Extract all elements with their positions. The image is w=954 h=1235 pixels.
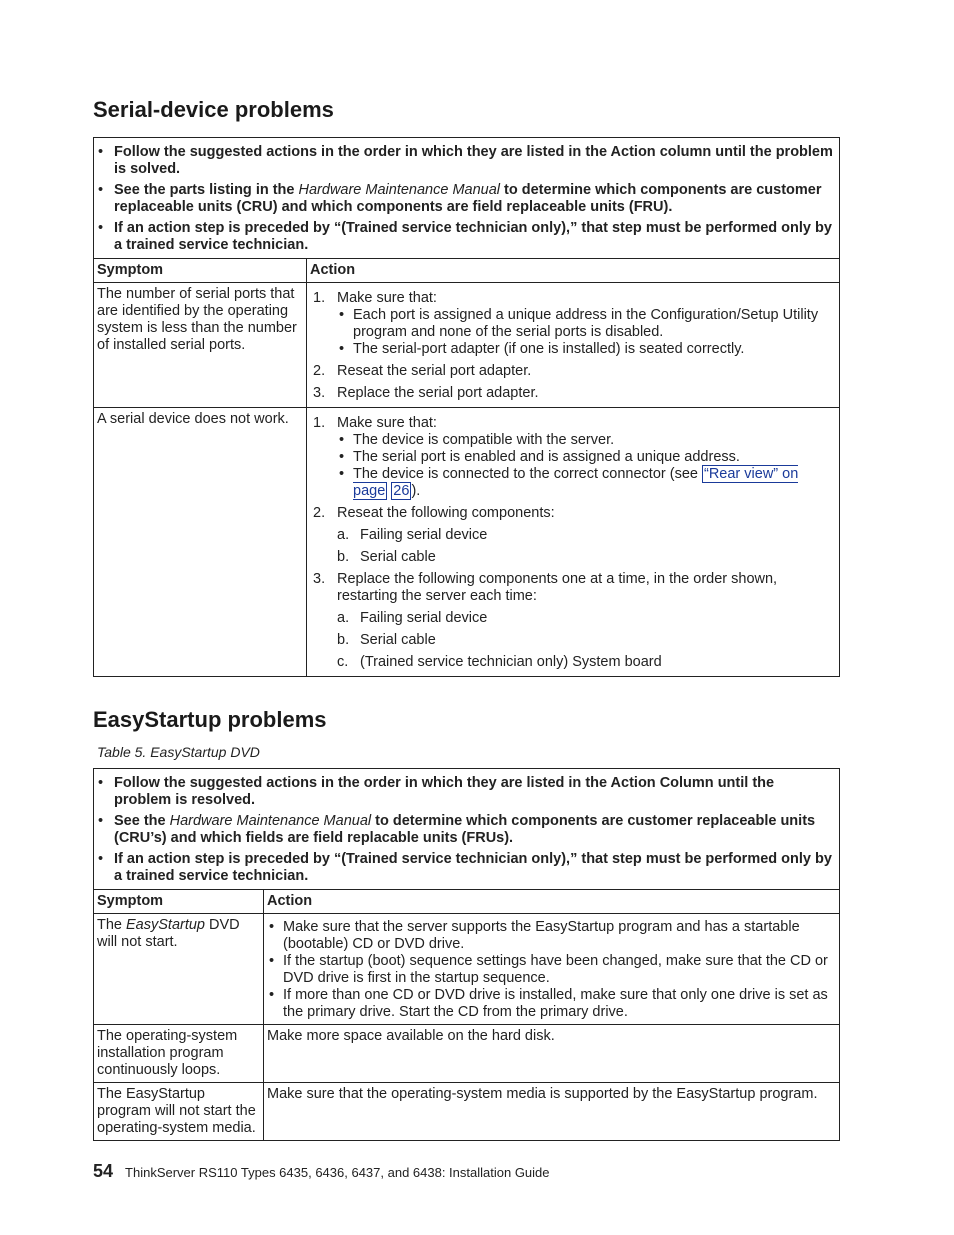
- sub-item: • The serial port is enabled and is assigned a unique address.: [339, 449, 740, 465]
- sub-item: • The device is connected to the correct connector (see “Rear view” on page 26 ).: [339, 466, 799, 499]
- action-cell: [264, 914, 840, 1025]
- column-header-action: Action: [307, 259, 840, 283]
- action-step: 2. Reseat the serial port adapter.: [313, 363, 532, 379]
- note-item: • See the parts listing in the Hardware Maintenance Manual to determine which components are customer replaceable units (CRU) and which components are field replaceable units (FRU).: [98, 182, 822, 215]
- table-caption: Table 5. EasyStartup DVD: [97, 744, 260, 760]
- table-notes: [94, 138, 840, 259]
- action-step: 2. Reseat the following components: a. Failing serial device b. Serial cable: [310, 505, 836, 566]
- sub-item: b. Serial cable: [337, 549, 436, 565]
- column-header-action: Action: [264, 890, 840, 914]
- table-row: [94, 1025, 840, 1083]
- table-row: [94, 1083, 840, 1141]
- section-title-serial: Serial-device problems: [93, 97, 334, 122]
- sub-item: • The serial-port adapter (if one is installed) is seated correctly.: [339, 341, 745, 357]
- rear-view-link[interactable]: “Rear view” on page: [353, 466, 799, 499]
- section-title-easystartup: EasyStartup problems: [93, 707, 327, 732]
- action-step: 3. Replace the serial port adapter.: [313, 385, 539, 401]
- page-footer: [93, 1161, 550, 1182]
- sub-item: b. Serial cable: [337, 632, 436, 648]
- table-notes: [94, 769, 840, 890]
- column-header-symptom: Symptom: [94, 890, 264, 914]
- sub-item: • The device is compatible with the server.: [339, 432, 615, 448]
- rear-view-page-link[interactable]: 26: [393, 483, 410, 499]
- action-item: • If the startup (boot) sequence settings have been changed, make sure that the CD or DVD drive is first in the startup sequence.: [269, 953, 828, 986]
- symptom-cell: A serial device does not work.: [94, 408, 307, 677]
- table-row: [94, 408, 840, 677]
- serial-device-table: [93, 137, 840, 677]
- symptom-cell: The number of serial ports that are identified by the operating system is less than the number of installed serial ports.: [94, 283, 307, 408]
- sub-item: a. Failing serial device: [337, 610, 488, 626]
- action-cell: Make sure that the operating-system media is supported by the EasyStartup program.: [264, 1083, 840, 1141]
- note-item: • If an action step is preceded by “(Trained service technician only),” that step must be performed only by a trained service technician.: [98, 220, 832, 253]
- table-row: [94, 914, 840, 1025]
- sub-item: • Each port is assigned a unique address in the Configuration/Setup Utility program and none of the serial ports is disabled.: [339, 307, 819, 340]
- action-step: 3. Replace the following components one at a time, in the order shown, restarting the server each time: a. Failing serial device b. Serial cable c. (Trained service technician only) System board: [310, 571, 836, 671]
- sub-item: c. (Trained service technician only) System board: [337, 654, 662, 670]
- table-row: [94, 283, 840, 408]
- symptom-cell: The operating-system installation program continuously loops.: [94, 1025, 264, 1083]
- page-number: 54: [93, 1161, 114, 1181]
- easystartup-table: [93, 768, 840, 1141]
- footer-text: ThinkServer RS110 Types 6435, 6436, 6437, and 6438: Installation Guide: [125, 1165, 550, 1180]
- action-cell: [307, 283, 840, 408]
- sub-item: a. Failing serial device: [337, 527, 488, 543]
- column-header-symptom: Symptom: [94, 259, 307, 283]
- action-cell: [307, 408, 840, 677]
- action-cell: Make more space available on the hard disk.: [264, 1025, 840, 1083]
- action-item: • If more than one CD or DVD drive is installed, make sure that only one drive is set as the primary drive. Start the CD from the primary drive.: [269, 987, 828, 1020]
- action-step: 1. Make sure that: • The device is compatible with the server. • The serial port is enabled and is assigned a unique address. • The device is connected to the correct connector (see “Rear view” on page 26 ).: [310, 415, 836, 500]
- symptom-cell: The EasyStartup program will not start the operating-system media.: [94, 1083, 264, 1141]
- note-item: • See the Hardware Maintenance Manual to determine which components are customer replaceable units (CRU’s) and which fields are field replacable units (FRUs).: [98, 813, 816, 846]
- note-item: • Follow the suggested actions in the order in which they are listed in the Action column until the problem is solved.: [98, 144, 833, 177]
- action-step: 1. Make sure that: • Each port is assigned a unique address in the Configuration/Setup Utility program and none of the serial ports is disabled. • The serial-port adapter (if one is installed) is seated correctly.: [310, 290, 836, 358]
- note-item: • If an action step is preceded by “(Trained service technician only),” that step must be performed only by a trained service technician.: [98, 851, 832, 884]
- note-item: • Follow the suggested actions in the order in which they are listed in the Action Column until the problem is resolved.: [98, 775, 775, 808]
- action-item: • Make sure that the server supports the EasyStartup program and has a startable (bootable) CD or DVD drive.: [269, 919, 800, 952]
- symptom-cell: The EasyStartup DVD will not start.: [94, 914, 264, 1025]
